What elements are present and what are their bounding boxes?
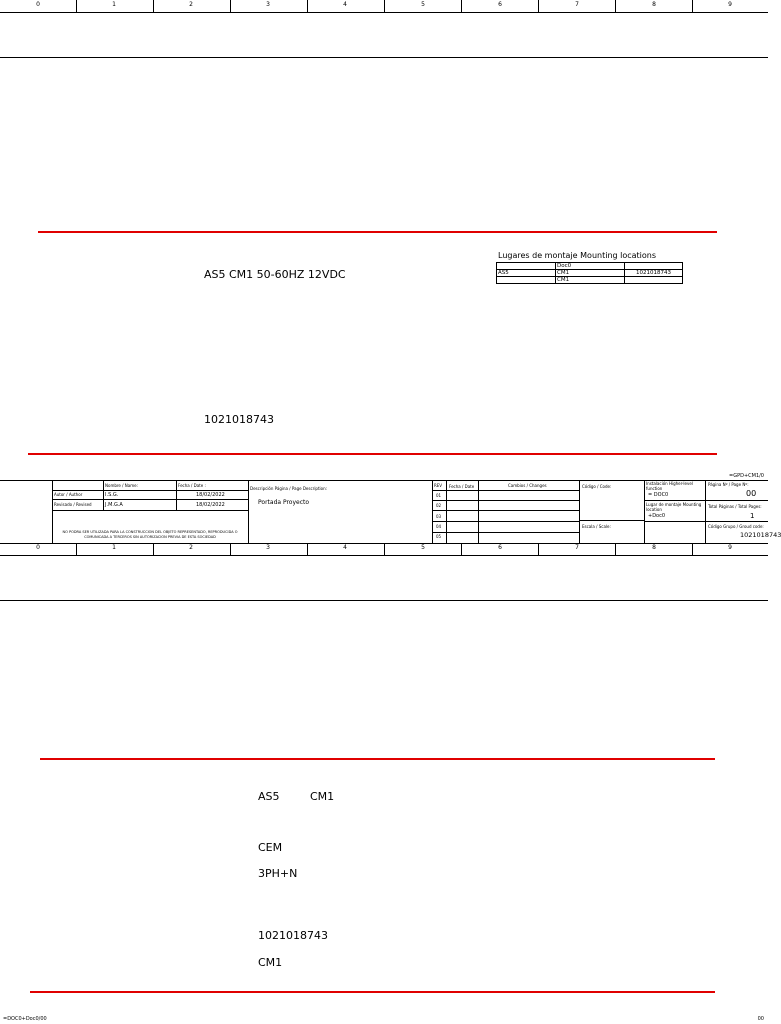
mounting-heading: Lugares de montaje Mounting locations: [498, 251, 657, 260]
revised-name: J.M.G.A: [105, 502, 123, 508]
legal-notice: NO PODRA SER UTILIZADA PARA LA CONSTRUCCION DEL OBJETO REPRESENTADO, REPRODUCIDA O COMUNICADA A TERCEROS SIN AUTORIZACION PREVIA DE ESTA SOCIEDAD: [62, 530, 238, 539]
page-number-label: Página Nº / Page Nº:: [708, 482, 749, 487]
table-cell: Doc0: [556, 263, 625, 270]
total-pages-value: 1: [750, 512, 755, 520]
table-cell: AS5: [497, 270, 556, 277]
sheet-title: AS5 CM1 50-60HZ 12VDC: [204, 268, 346, 281]
ruler-number: 4: [343, 544, 347, 551]
project-code: 1021018743: [258, 929, 328, 942]
table-cell: 1021018743: [625, 270, 683, 277]
table-cell: CM1: [556, 270, 625, 277]
revised-date: 18/02/2022: [196, 502, 225, 508]
page-number-value: 00: [746, 489, 757, 498]
group-code-value: 1021018743: [740, 531, 781, 539]
author-name: I.S.G.: [105, 492, 119, 498]
module-label: CM1: [310, 790, 335, 803]
installation-label: Instalación Higher-level function: [646, 481, 693, 491]
ruler-number: 0: [36, 1, 40, 8]
ruler-number: 0: [36, 544, 40, 551]
ruler-number: 7: [575, 544, 579, 551]
ruler-number: 2: [189, 544, 193, 551]
changes-column-header: Cambios / Changes: [508, 483, 547, 488]
header-date: Fecha / Date :: [178, 483, 206, 488]
ruler-number: 8: [652, 544, 656, 551]
project-code: 1021018743: [204, 413, 274, 426]
middle-column-ruler: [0, 543, 768, 555]
table-cell: [625, 263, 683, 270]
revision-number: 05: [436, 534, 442, 539]
page-reference: =GPD+CM1/0: [729, 473, 764, 479]
code-label: Código / Code:: [582, 484, 612, 489]
ruler-number: 5: [421, 544, 425, 551]
revision-number: 03: [436, 514, 442, 519]
red-border-top: [40, 758, 715, 760]
group-code-label: Código Grupo / Groud code:: [708, 524, 764, 529]
ruler-number: 5: [421, 1, 425, 8]
author-label: Autor / Author: [54, 492, 83, 497]
ruler-number: 9: [728, 1, 732, 8]
table-row: [497, 263, 683, 270]
table-cell: [497, 277, 556, 284]
ruler-number: 1: [112, 544, 116, 551]
scale-label: Escala / Scale:: [582, 524, 611, 529]
table-row: [497, 270, 683, 277]
header-name: Nombre / Name:: [105, 483, 138, 488]
header-divider: [0, 57, 768, 58]
author-date: 18/02/2022: [196, 492, 225, 498]
module-label: CEM: [258, 841, 283, 854]
installation-value: = DOC0: [648, 492, 669, 498]
ruler-number: 3: [266, 544, 270, 551]
rev-column-header: REV: [434, 483, 443, 488]
revision-number: 01: [436, 493, 442, 498]
red-border-bottom: [30, 991, 715, 993]
ruler-number: 7: [575, 1, 579, 8]
ruler-number: 3: [266, 1, 270, 8]
ruler-number: 9: [728, 544, 732, 551]
ruler-number: 1: [112, 1, 116, 8]
table-cell: [497, 263, 556, 270]
header-divider: [0, 600, 768, 601]
module-label: AS5: [258, 790, 280, 803]
description-label: Descripción Página / Page Description:: [250, 486, 327, 491]
ruler-number: 6: [498, 1, 502, 8]
ruler-number: 6: [498, 544, 502, 551]
table-row: [497, 277, 683, 284]
red-border-top: [38, 231, 717, 233]
date-column-header: Fecha / Date: [449, 484, 475, 489]
revised-label: Revisado / Revised: [54, 502, 92, 507]
ruler-number: 4: [343, 1, 347, 8]
mounting-table: [496, 262, 683, 284]
ruler-number: 2: [189, 1, 193, 8]
footer-reference: =DOC0+Doc0/00: [3, 1016, 47, 1022]
description-value: Portada Proyecto: [258, 499, 310, 506]
module-label: CM1: [258, 956, 283, 969]
location-label: Lugar de montaje Mounting location: [646, 502, 702, 512]
ruler-number: 8: [652, 1, 656, 8]
table-cell: [625, 277, 683, 284]
total-pages-label: Total Páginas / Total Pages:: [708, 504, 762, 509]
phase-label: 3PH+N: [258, 867, 298, 880]
table-cell: CM1: [556, 277, 625, 284]
location-value: +Doc0: [648, 513, 666, 519]
footer-page: 00: [757, 1016, 764, 1022]
top-column-ruler: [0, 0, 768, 12]
red-border-bottom: [28, 453, 717, 455]
revision-number: 02: [436, 503, 442, 508]
revision-number: 04: [436, 524, 442, 529]
